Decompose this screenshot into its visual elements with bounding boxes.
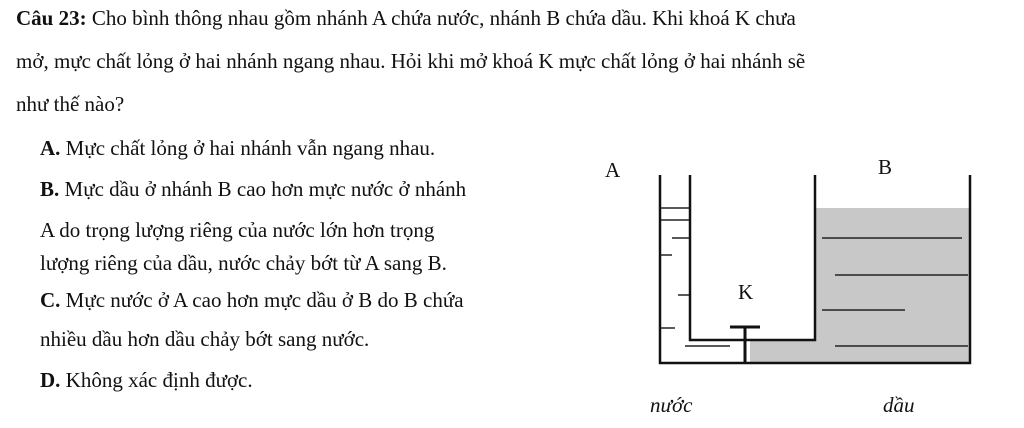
option-c-line-2: nhiều dầu hơn dầu chảy bớt sang nước. [40,327,370,351]
label-valve-k: K [738,280,754,304]
option-b-line-2: A do trọng lượng riêng của nước lớn hơn trọng [40,218,435,242]
label-oil: dầu [883,393,915,417]
option-c-line-1 [40,288,464,312]
label-branch-a: A [605,158,621,182]
option-a-text: Mực chất lỏng ở hai nhánh vẫn ngang nhau. [60,136,436,160]
question-line-3: như thế nào? [16,92,125,116]
option-b-text-1: Mực dầu ở nhánh B cao hơn mực nước ở nhánh [59,177,467,201]
option-a-key: A. [40,136,61,160]
question-number: Câu 23: [16,6,87,30]
oil-fill [815,208,970,363]
label-water: nước [650,393,693,417]
communicating-vessels-figure [590,150,1020,420]
question-line-2: mở, mực chất lỏng ở hai nhánh ngang nhau. Hỏi khi mở khoá K mực chất lỏng ở hai nhánh sẽ [16,49,806,73]
option-b-key: B. [40,177,60,201]
option-d-text: Không xác định được. [60,368,253,392]
option-b-line-1 [40,177,466,201]
option-b-line-3: lượng riêng của dầu, nước chảy bớt từ A sang B. [40,251,447,275]
option-a [40,136,435,160]
question-line-1 [16,6,796,30]
option-d-key: D. [40,368,61,392]
option-c-text-1: Mực nước ở A cao hơn mực dầu ở B do B chứa [60,288,464,312]
option-d [40,368,253,392]
question-text-1: Cho bình thông nhau gồm nhánh A chứa nước, nhánh B chứa dầu. Khi khoá K chưa [86,6,796,30]
vessel-diagram [590,150,1020,420]
branch-a-inner-wall [690,175,815,340]
label-branch-b: B [878,155,893,179]
oil-bottom-fill [750,340,815,363]
option-c-key: C. [40,288,61,312]
